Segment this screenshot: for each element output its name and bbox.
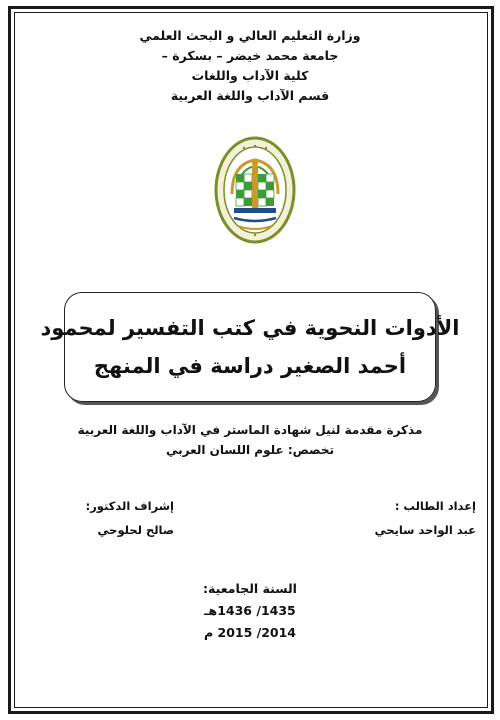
academic-year-hijri: 1435/ 1436هـ: [204, 603, 296, 618]
academic-year-label: السنة الجامعية:: [203, 581, 297, 596]
thesis-title-line-2: أحمد الصغير دراسة في المنهج: [93, 354, 407, 378]
ministry-line: وزارة التعليم العالي و البحث العلمي: [139, 28, 361, 43]
supervisor-label: إشراف الدكتور:: [85, 499, 174, 513]
institution-header: [0, 26, 500, 106]
thesis-specialty: تخصص: علوم اللسان العربي: [165, 443, 335, 457]
thesis-title-line-1: الأدوات النحوية في كتب التفسير لمحمود: [40, 316, 460, 340]
university-seal-icon: [214, 136, 296, 244]
academic-year-gregorian: 2014/ 2015 م: [203, 625, 297, 640]
academic-year-block: [0, 578, 500, 644]
thesis-title-box: [40, 292, 460, 402]
supervisor-name: صالح لحلوحي: [97, 523, 174, 537]
student-block: [326, 494, 476, 542]
student-name: عبد الواحد سايحي: [374, 523, 476, 537]
department-line: قسم الآداب واللغة العربية: [170, 88, 330, 103]
faculty-line: كلية الآداب واللغات: [191, 68, 309, 83]
university-line: جامعة محمد خيضر – بسكرة –: [161, 48, 339, 63]
thesis-purpose: مذكرة مقدمة لنيل شهادة الماستر في الآداب واللغة العربية: [77, 423, 423, 437]
student-label: إعداد الطالب :: [394, 499, 476, 513]
thesis-description: [0, 420, 500, 460]
supervisor-block: [24, 494, 174, 542]
